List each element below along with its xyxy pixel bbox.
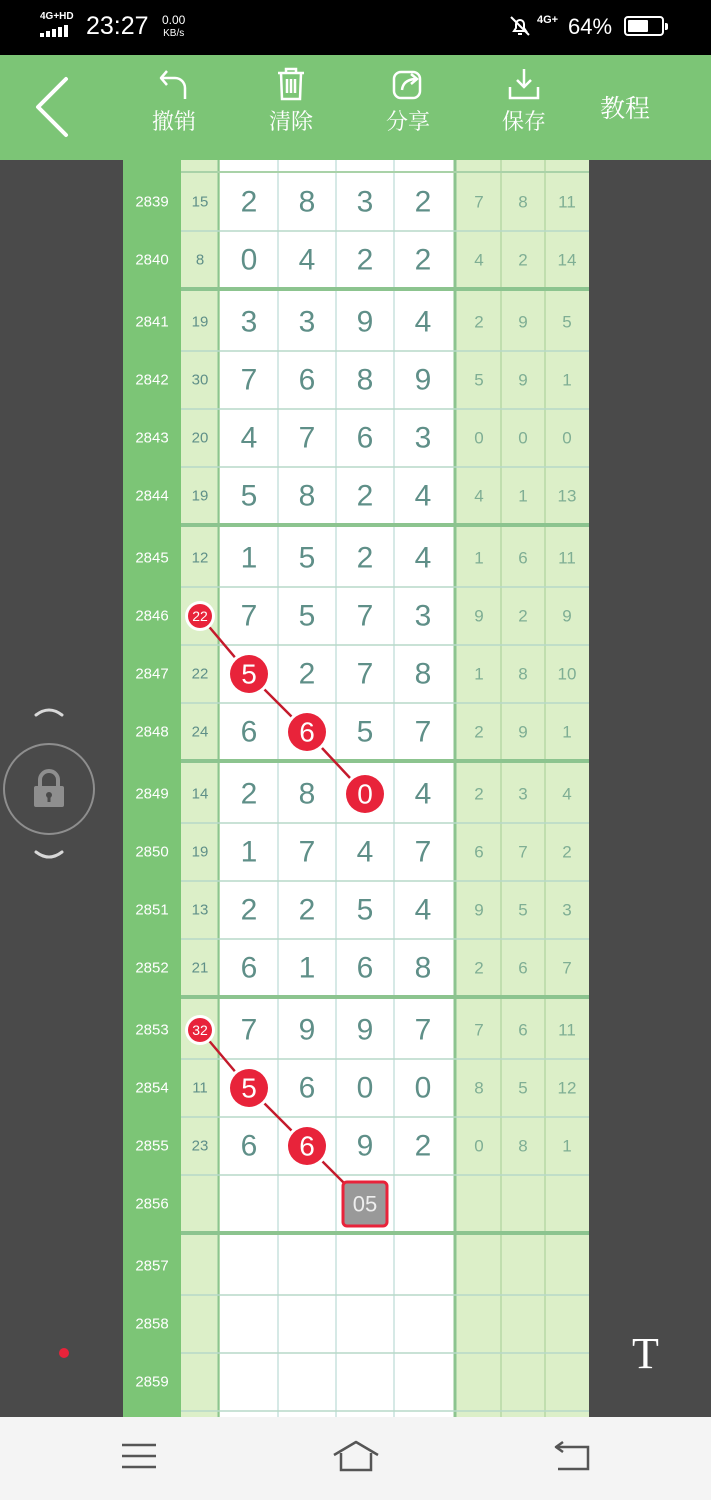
stat-cell: 5 [562, 312, 572, 332]
digit-cell: 9 [356, 1129, 374, 1163]
stat-cell: 8 [474, 1078, 484, 1098]
lottery-trend-table[interactable] [123, 160, 589, 1417]
digit-cell: 7 [240, 599, 258, 633]
stat-cell: 8 [518, 664, 528, 684]
digit-cell: 2 [240, 777, 258, 811]
digit-cell: 3 [414, 599, 432, 633]
stat-cell: 11 [558, 1020, 576, 1040]
row-sum: 12 [191, 549, 209, 567]
digit-cell: 9 [356, 305, 374, 339]
home-icon[interactable] [332, 1439, 380, 1473]
lock-button[interactable] [3, 743, 95, 835]
row-id: 2859 [135, 1373, 169, 1391]
back-button[interactable] [30, 75, 80, 140]
digit-cell: 6 [298, 1071, 316, 1105]
digit-cell: 5 [298, 599, 316, 633]
save-label: 保存 [501, 109, 546, 134]
row-sum: 13 [191, 901, 209, 919]
row-id: 2856 [135, 1195, 169, 1213]
digit-cell: 7 [414, 1013, 432, 1047]
battery-fill [628, 20, 648, 32]
row-id: 2846 [135, 607, 169, 625]
digit-cell: 2 [298, 657, 316, 691]
hit-marker-value: 32 [192, 1022, 208, 1038]
menu-icon[interactable] [120, 1439, 158, 1473]
digit-cell: 2 [240, 185, 258, 219]
digit-cell: 4 [414, 479, 432, 513]
stat-cell: 9 [474, 900, 484, 920]
clear-label: 清除 [268, 109, 313, 134]
row-id: 2851 [135, 901, 169, 919]
status-bar [0, 0, 711, 55]
row-sum: 8 [195, 251, 205, 269]
digit-cell: 3 [298, 305, 316, 339]
digit-cell: 8 [414, 657, 432, 691]
stat-cell: 9 [518, 312, 528, 332]
undo-button[interactable] [134, 67, 214, 136]
hit-marker-value: 5 [241, 1072, 257, 1104]
row-sum: 11 [192, 1079, 208, 1097]
hit-marker-value: 5 [241, 658, 257, 690]
digit-cell: 2 [356, 479, 374, 513]
chevron-down-icon[interactable] [34, 850, 64, 862]
digit-cell: 2 [414, 185, 432, 219]
mute-bell-icon [508, 14, 532, 38]
digit-cell: 0 [414, 1071, 432, 1105]
trend-grid[interactable] [123, 160, 589, 1417]
stat-cell: 10 [557, 664, 577, 684]
digit-cell: 2 [298, 893, 316, 927]
download-icon [507, 67, 541, 101]
digit-cell: 6 [240, 951, 258, 985]
stat-cell: 1 [474, 664, 484, 684]
row-sum: 24 [191, 723, 209, 741]
row-sum: 22 [191, 665, 209, 683]
digit-cell: 3 [414, 421, 432, 455]
stat-cell: 6 [518, 1020, 528, 1040]
row-sum: 15 [191, 193, 209, 211]
digit-cell: 3 [356, 185, 374, 219]
row-id: 2848 [135, 723, 169, 741]
speed-value: 0.00 [162, 13, 186, 27]
digit-cell: 4 [414, 305, 432, 339]
digit-cell: 7 [414, 715, 432, 749]
stat-cell: 6 [518, 548, 528, 568]
stat-cell: 7 [474, 192, 484, 212]
row-id: 2839 [135, 193, 169, 211]
stat-cell: 9 [518, 370, 528, 390]
stat-cell: 1 [562, 722, 572, 742]
stat-cell: 5 [518, 1078, 528, 1098]
stat-cell: 4 [562, 784, 572, 804]
save-button[interactable] [484, 67, 564, 136]
battery-icon [624, 16, 664, 36]
row-id: 2841 [135, 313, 169, 331]
stat-cell: 0 [474, 428, 484, 448]
digit-cell: 6 [298, 363, 316, 397]
stat-cell: 1 [562, 370, 572, 390]
stat-cell: 0 [518, 428, 528, 448]
digit-cell: 8 [414, 951, 432, 985]
stat-cell: 4 [474, 250, 484, 270]
row-id: 2857 [135, 1257, 169, 1275]
digit-cell: 8 [298, 479, 316, 513]
prediction-value: 05 [352, 1191, 378, 1217]
digit-cell: 4 [414, 541, 432, 575]
stat-cell: 5 [518, 900, 528, 920]
undo-label: 撤销 [151, 109, 196, 134]
stat-cell: 1 [474, 548, 484, 568]
digit-cell: 9 [414, 363, 432, 397]
stat-cell: 7 [518, 842, 528, 862]
stat-cell: 3 [562, 900, 572, 920]
row-sum: 19 [191, 487, 209, 505]
digit-cell: 8 [298, 185, 316, 219]
stat-cell: 9 [518, 722, 528, 742]
row-id: 2845 [135, 549, 169, 567]
stat-cell: 0 [562, 428, 572, 448]
digit-cell: 7 [298, 421, 316, 455]
stat-cell: 2 [474, 784, 484, 804]
share-button[interactable] [368, 67, 448, 136]
undo-icon [157, 67, 191, 101]
stat-cell: 8 [518, 192, 528, 212]
share-label: 分享 [385, 109, 430, 134]
digit-cell: 7 [240, 1013, 258, 1047]
stat-cell: 6 [518, 958, 528, 978]
clear-button[interactable] [251, 67, 331, 136]
system-nav-bar [0, 1417, 711, 1500]
digit-cell: 5 [356, 715, 374, 749]
row-sum: 20 [191, 429, 209, 447]
row-sum: 30 [191, 371, 209, 389]
row-id: 2844 [135, 487, 169, 505]
stat-cell: 5 [474, 370, 484, 390]
stat-cell: 2 [474, 312, 484, 332]
hit-marker-value: 6 [299, 1130, 315, 1162]
digit-cell: 2 [240, 893, 258, 927]
row-id: 2852 [135, 959, 169, 977]
stat-cell: 12 [557, 1078, 577, 1098]
stat-cell: 7 [474, 1020, 484, 1040]
hit-marker-value: 6 [299, 716, 315, 748]
digit-cell: 7 [356, 657, 374, 691]
stat-cell: 2 [474, 958, 484, 978]
digit-cell: 5 [356, 893, 374, 927]
signal-icon [40, 25, 70, 37]
row-id: 2853 [135, 1021, 169, 1039]
stat-cell: 11 [558, 548, 576, 568]
stat-cell: 7 [562, 958, 572, 978]
digit-cell: 1 [298, 951, 316, 985]
digit-cell: 6 [240, 1129, 258, 1163]
stat-cell: 11 [558, 192, 576, 212]
trash-icon [274, 67, 308, 101]
row-sum: 14 [191, 785, 209, 803]
stat-cell: 2 [518, 606, 528, 626]
row-id: 2849 [135, 785, 169, 803]
stat-cell: 8 [518, 1136, 528, 1156]
stat-cell: 2 [518, 250, 528, 270]
stat-cell: 13 [557, 486, 577, 506]
stat-cell: 1 [518, 486, 528, 506]
red-dot-indicator [59, 1348, 69, 1358]
hit-marker-value: 22 [192, 608, 208, 624]
network-speed [162, 14, 185, 40]
digit-cell: 0 [356, 1071, 374, 1105]
row-id: 2847 [135, 665, 169, 683]
digit-cell: 4 [298, 243, 316, 277]
digit-cell: 4 [414, 777, 432, 811]
stat-cell: 3 [518, 784, 528, 804]
tutorial-button[interactable]: 教程 [600, 95, 651, 123]
digit-cell: 8 [356, 363, 374, 397]
digit-cell: 6 [356, 951, 374, 985]
digit-cell: 3 [240, 305, 258, 339]
row-id: 2858 [135, 1315, 169, 1333]
row-sum: 19 [191, 843, 209, 861]
digit-cell: 2 [356, 541, 374, 575]
row-sum: 19 [191, 313, 209, 331]
network-type-right: 4G+ [537, 14, 559, 26]
chevron-up-icon[interactable] [34, 705, 64, 717]
digit-cell: 4 [356, 835, 374, 869]
digit-cell: 9 [298, 1013, 316, 1047]
share-icon [391, 67, 425, 101]
stat-cell: 1 [562, 1136, 572, 1156]
digit-cell: 1 [240, 541, 258, 575]
digit-cell: 1 [240, 835, 258, 869]
stat-cell: 9 [474, 606, 484, 626]
row-id: 2842 [135, 371, 169, 389]
row-id: 2840 [135, 251, 169, 269]
row-id: 2843 [135, 429, 169, 447]
stat-cell: 2 [562, 842, 572, 862]
digit-cell: 8 [298, 777, 316, 811]
digit-cell: 2 [414, 243, 432, 277]
stat-cell: 4 [474, 486, 484, 506]
digit-cell: 9 [356, 1013, 374, 1047]
digit-cell: 4 [414, 893, 432, 927]
stat-cell: 9 [562, 606, 572, 626]
row-sum: 23 [191, 1137, 209, 1155]
text-tool-button[interactable]: T [632, 1329, 659, 1378]
hit-marker-value: 0 [357, 778, 373, 810]
stat-cell: 0 [474, 1136, 484, 1156]
digit-cell: 0 [240, 243, 258, 277]
back-nav-icon[interactable] [552, 1439, 592, 1473]
digit-cell: 5 [298, 541, 316, 575]
clock: 23:27 [86, 12, 149, 40]
network-type: 4G+HD [40, 11, 74, 22]
stat-cell: 2 [474, 722, 484, 742]
digit-cell: 6 [356, 421, 374, 455]
digit-cell: 7 [356, 599, 374, 633]
digit-cell: 7 [414, 835, 432, 869]
top-toolbar [0, 55, 711, 160]
digit-cell: 7 [298, 835, 316, 869]
battery-percent: 64% [568, 14, 613, 39]
digit-cell: 4 [240, 421, 258, 455]
lock-icon [31, 769, 67, 809]
digit-cell: 7 [240, 363, 258, 397]
digit-cell: 6 [240, 715, 258, 749]
row-sum: 21 [191, 959, 209, 977]
row-id: 2850 [135, 843, 169, 861]
digit-cell: 2 [356, 243, 374, 277]
digit-cell: 5 [240, 479, 258, 513]
stat-cell: 6 [474, 842, 484, 862]
row-id: 2854 [135, 1079, 169, 1097]
digit-cell: 2 [414, 1129, 432, 1163]
row-id: 2855 [135, 1137, 169, 1155]
stat-cell: 14 [557, 250, 577, 270]
speed-unit: KB/s [163, 28, 185, 39]
